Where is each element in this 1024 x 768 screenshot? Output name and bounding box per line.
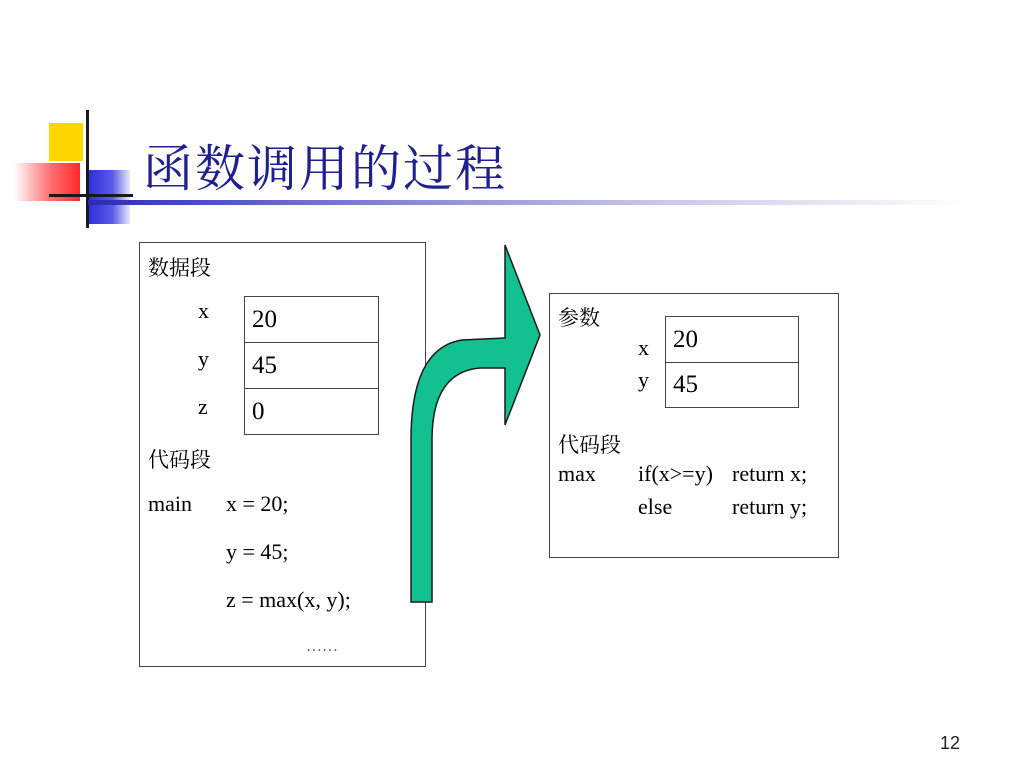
param-y-cell: 45 <box>665 362 799 408</box>
params-heading: 参数 <box>558 306 600 330</box>
param-x-label: x <box>638 335 649 360</box>
code-line: return y; <box>732 494 808 519</box>
var-x-cell: 20 <box>244 296 379 343</box>
var-y-label: y <box>198 346 209 371</box>
var-z-cell: 0 <box>244 388 379 435</box>
data-segment-heading: 数据段 <box>148 256 211 280</box>
code-line: x = 20; <box>226 491 289 516</box>
code-line: y = 45; <box>226 539 289 564</box>
param-x-cell: 20 <box>665 316 799 363</box>
code-line: else <box>638 494 673 519</box>
code-line: z = max(x, y); <box>226 587 351 612</box>
slide-title: 函数调用的过程 <box>143 140 507 198</box>
callee-code-heading: 代码段 <box>558 433 621 457</box>
code-line: return x; <box>732 461 808 486</box>
page-number: 12 <box>940 733 961 753</box>
max-func-label: max <box>558 461 596 486</box>
var-y-cell: 45 <box>244 342 379 389</box>
param-y-label: y <box>638 367 649 392</box>
var-z-label: z <box>198 394 208 419</box>
ellipsis: …… <box>306 638 338 655</box>
main-func-label: main <box>148 491 192 516</box>
code-segment-heading: 代码段 <box>148 448 211 472</box>
var-x-label: x <box>198 298 209 323</box>
code-line: if(x>=y) <box>638 461 713 486</box>
